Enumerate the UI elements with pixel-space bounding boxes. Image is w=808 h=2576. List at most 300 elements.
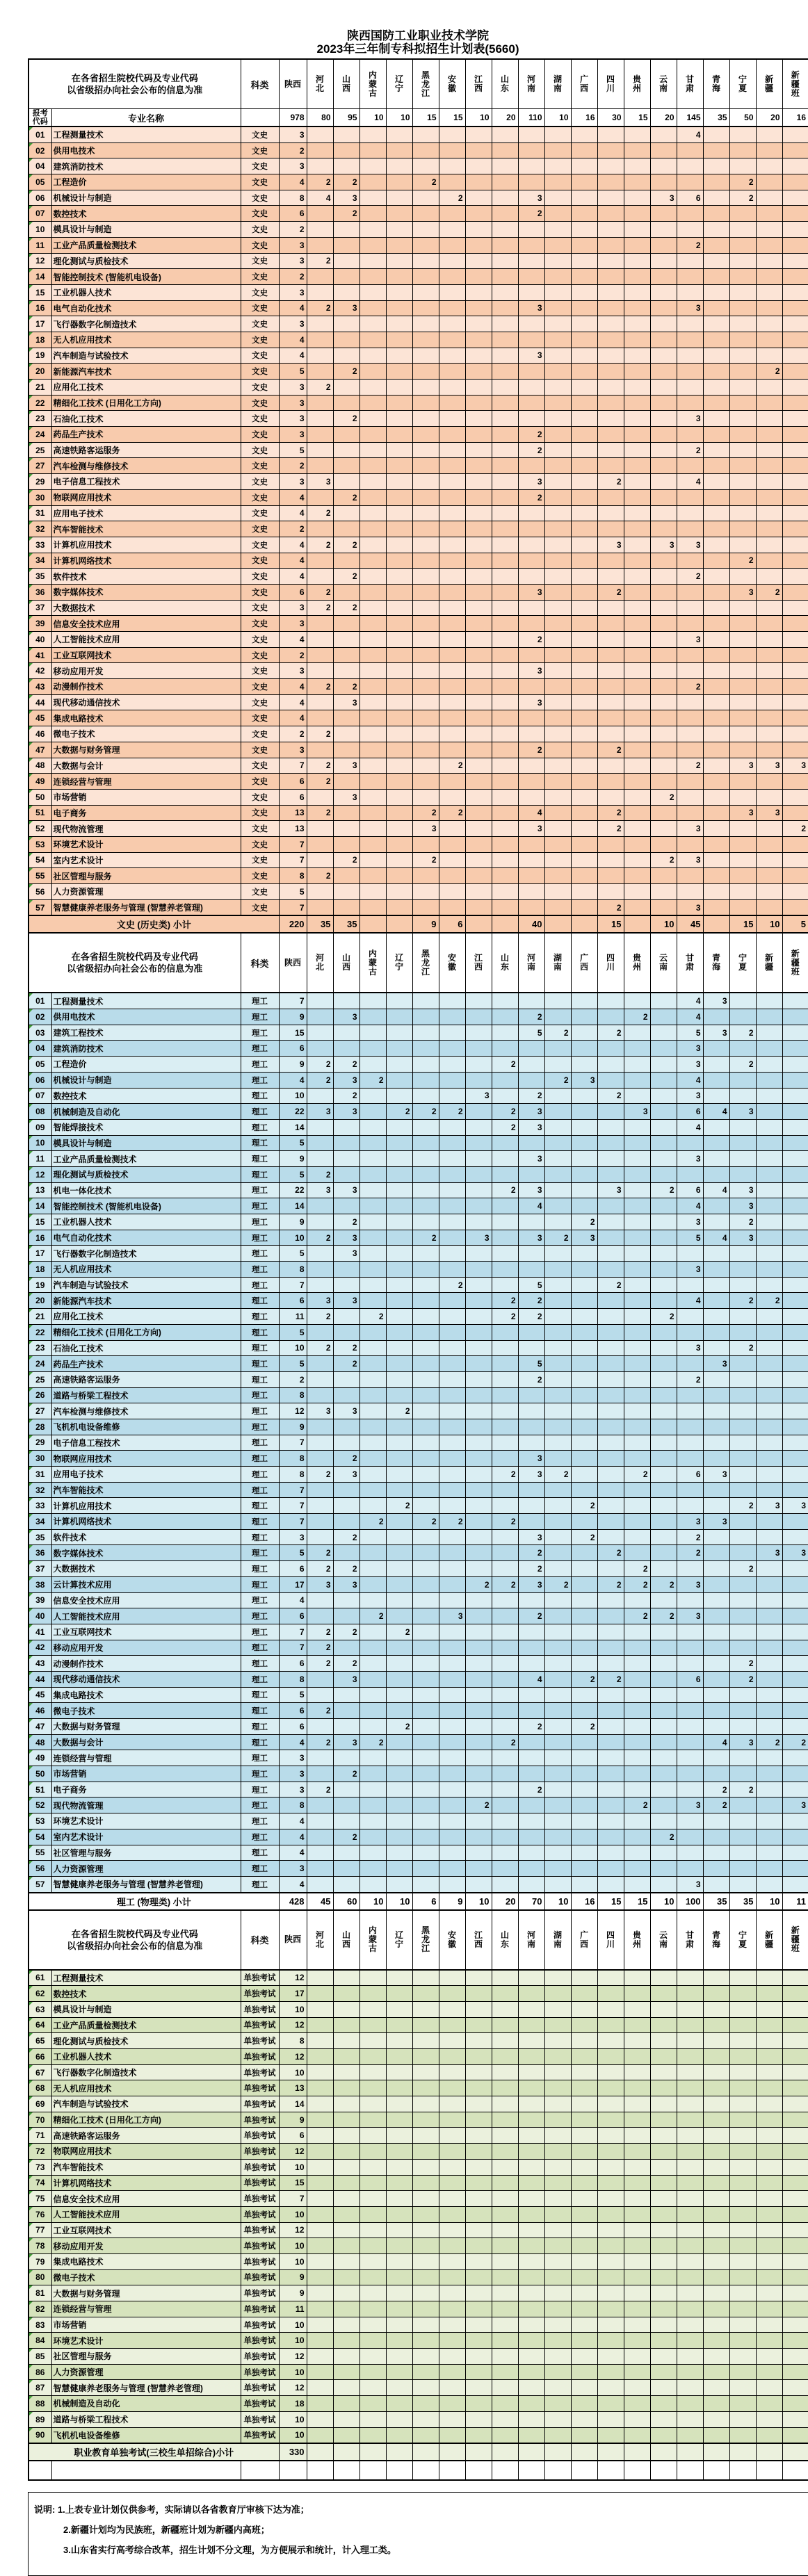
plan-value-陕西: 5 <box>279 1687 307 1703</box>
notes-box <box>28 2492 808 2576</box>
plan-value-黑龙江 <box>412 647 439 663</box>
major-row <box>29 726 808 742</box>
plan-value-安徽 <box>439 1719 465 1735</box>
plan-value-陕西: 4 <box>279 1845 307 1861</box>
plan-value-河南: 2 <box>518 1293 544 1309</box>
plan-value-广西 <box>571 868 597 884</box>
plan-value-山东: 2 <box>492 1293 518 1309</box>
major-code-cell: 03 <box>29 1025 51 1041</box>
category-cell: 单独考试 <box>241 2017 279 2033</box>
total-内蒙古: 10 <box>359 109 386 127</box>
plan-value-辽宁 <box>386 1356 412 1372</box>
plan-value-江西 <box>465 1498 492 1514</box>
major-name-cell: 工业产品质量检测技术 <box>51 2017 241 2033</box>
plan-value-山东 <box>492 1482 518 1498</box>
plan-value-陕西: 3 <box>279 380 307 396</box>
header-notice <box>29 59 241 109</box>
plan-value-辽宁 <box>386 521 412 537</box>
plan-value-山西: 3 <box>333 1009 359 1025</box>
plan-value-内蒙古 <box>359 1861 386 1877</box>
plan-value-宁夏 <box>729 899 756 915</box>
province-header-宁夏: 宁 夏 <box>729 59 756 109</box>
plan-value-陕西: 3 <box>279 1861 307 1877</box>
plan-value-广西 <box>571 1829 597 1845</box>
plan-value-四川: 2 <box>597 1025 624 1041</box>
plan-value-河南 <box>518 1482 544 1498</box>
plan-value-山东 <box>492 142 518 158</box>
plan-value-内蒙古 <box>359 1403 386 1419</box>
plan-value-内蒙古: 2 <box>359 1072 386 1088</box>
plan-value-广西 <box>571 663 597 679</box>
plan-value-宁夏 <box>729 1356 756 1372</box>
plan-value-贵州 <box>624 158 650 174</box>
province-header-江西: 江 西 <box>465 1910 492 1970</box>
plan-value-江西 <box>465 1624 492 1640</box>
plan-value-山东 <box>492 758 518 774</box>
major-row <box>29 1529 808 1545</box>
plan-value-四川 <box>597 458 624 474</box>
plan-value-四川 <box>597 2285 624 2301</box>
plan-value-陕西: 7 <box>279 1498 307 1514</box>
major-name-cell: 应用化工技术 <box>51 1309 241 1325</box>
major-code-cell: 38 <box>29 1576 51 1592</box>
plan-value-四川: 3 <box>597 1182 624 1198</box>
province-header-新疆班: 新 疆 班 <box>782 933 808 993</box>
plan-value-江西 <box>465 174 492 190</box>
plan-value-江西 <box>465 2317 492 2333</box>
plan-value-山东 <box>492 364 518 380</box>
plan-value-安徽 <box>439 1119 465 1135</box>
plan-value-河南: 2 <box>518 489 544 505</box>
plan-value-内蒙古 <box>359 521 386 537</box>
plan-value-黑龙江: 2 <box>412 1514 439 1530</box>
plan-value-贵州 <box>624 142 650 158</box>
plan-value-新疆 <box>756 2080 782 2096</box>
plan-value-河南 <box>518 2285 544 2301</box>
plan-value-山东 <box>492 2333 518 2349</box>
empty-cell <box>677 2461 703 2480</box>
plan-value-甘肃 <box>677 380 703 396</box>
plan-value-贵州 <box>624 1166 650 1182</box>
plan-value-四川 <box>597 1340 624 1356</box>
major-name-cell: 高速铁路客运服务 <box>51 442 241 458</box>
plan-value-陕西: 3 <box>279 1782 307 1798</box>
plan-value-内蒙古 <box>359 2001 386 2017</box>
plan-value-湖南 <box>544 442 571 458</box>
plan-value-河南 <box>518 1970 544 1986</box>
plan-value-陕西: 3 <box>279 253 307 269</box>
major-code-cell: 29 <box>29 1435 51 1451</box>
plan-value-江西: 3 <box>465 1088 492 1104</box>
plan-value-辽宁 <box>386 1876 412 1892</box>
plan-value-青海 <box>703 2238 729 2254</box>
plan-value-河北: 2 <box>307 253 333 269</box>
major-row <box>29 1057 808 1073</box>
major-code-cell: 43 <box>29 679 51 695</box>
major-code-cell: 54 <box>29 852 51 868</box>
plan-value-安徽 <box>439 316 465 332</box>
plan-value-辽宁 <box>386 1246 412 1262</box>
plan-value-安徽 <box>439 2001 465 2017</box>
plan-value-河北 <box>307 2349 333 2365</box>
plan-value-山西: 2 <box>333 364 359 380</box>
plan-value-安徽 <box>439 1576 465 1592</box>
province-header-广西: 广 西 <box>571 59 597 109</box>
plan-value-黑龙江 <box>412 2411 439 2427</box>
plan-value-陕西: 6 <box>279 1293 307 1309</box>
plan-value-河北 <box>307 821 333 837</box>
plan-value-河南: 2 <box>518 1545 544 1561</box>
plan-value-安徽 <box>439 647 465 663</box>
province-header-江西: 江 西 <box>465 59 492 109</box>
plan-value-内蒙古 <box>359 2080 386 2096</box>
plan-value-河北 <box>307 1876 333 1892</box>
plan-value-湖南 <box>544 1798 571 1813</box>
plan-value-江西 <box>465 190 492 206</box>
plan-value-山东 <box>492 774 518 790</box>
plan-value-宁夏 <box>729 868 756 884</box>
plan-value-山西 <box>333 1119 359 1135</box>
plan-value-山东 <box>492 1986 518 2002</box>
plan-value-四川 <box>597 553 624 569</box>
plan-value-山东 <box>492 332 518 348</box>
plan-value-宁夏 <box>729 679 756 695</box>
plan-value-内蒙古 <box>359 1371 386 1387</box>
major-row <box>29 1734 808 1750</box>
plan-value-甘肃 <box>677 2333 703 2349</box>
plan-value-辽宁 <box>386 222 412 238</box>
plan-value-内蒙古 <box>359 2159 386 2175</box>
plan-value-青海 <box>703 679 729 695</box>
plan-value-山东 <box>492 2144 518 2160</box>
category-cell: 单独考试 <box>241 2175 279 2191</box>
plan-value-甘肃 <box>677 1845 703 1861</box>
plan-value-河北: 3 <box>307 1403 333 1419</box>
plan-value-河南 <box>518 1041 544 1057</box>
plan-value-贵州 <box>624 348 650 364</box>
plan-value-宁夏 <box>729 1766 756 1782</box>
plan-value-陕西: 10 <box>279 2411 307 2427</box>
plan-value-河南 <box>518 1387 544 1403</box>
plan-value-安徽 <box>439 1986 465 2002</box>
plan-value-云南 <box>650 142 677 158</box>
plan-value-江西 <box>465 442 492 458</box>
plan-value-云南 <box>650 1356 677 1372</box>
plan-value-甘肃: 2 <box>677 1529 703 1545</box>
category-cell: 文史 <box>241 742 279 758</box>
subtotal-江西: 10 <box>465 1893 492 1910</box>
major-code-cell: 46 <box>29 1703 51 1719</box>
plan-value-甘肃 <box>677 2017 703 2033</box>
plan-value-贵州 <box>624 1262 650 1278</box>
section-header-row <box>29 933 808 993</box>
plan-value-河南 <box>518 1498 544 1514</box>
plan-value-山西: 2 <box>333 852 359 868</box>
plan-value-广西 <box>571 742 597 758</box>
plan-value-辽宁 <box>386 2253 412 2269</box>
plan-value-山东 <box>492 411 518 427</box>
major-code-cell: 26 <box>29 1387 51 1403</box>
major-row <box>29 1766 808 1782</box>
plan-value-贵州 <box>624 647 650 663</box>
plan-value-陕西: 3 <box>279 284 307 300</box>
plan-value-新疆班 <box>782 726 808 742</box>
plan-value-广西 <box>571 2301 597 2317</box>
plan-value-四川 <box>597 884 624 900</box>
plan-value-河南: 2 <box>518 442 544 458</box>
plan-value-河南 <box>518 1514 544 1530</box>
plan-value-新疆班 <box>782 2112 808 2128</box>
major-code-cell: 14 <box>29 269 51 285</box>
plan-value-山西: 2 <box>333 679 359 695</box>
empty-cell <box>51 2461 241 2480</box>
category-cell: 单独考试 <box>241 2222 279 2238</box>
plan-value-河北 <box>307 2175 333 2191</box>
category-cell: 文史 <box>241 127 279 142</box>
plan-value-宁夏 <box>729 2380 756 2396</box>
plan-value-甘肃 <box>677 1561 703 1577</box>
page-title <box>28 29 808 56</box>
plan-value-甘肃 <box>677 1813 703 1829</box>
plan-value-四川 <box>597 2080 624 2096</box>
plan-value-新疆 <box>756 2349 782 2365</box>
plan-value-湖南 <box>544 458 571 474</box>
plan-value-广西 <box>571 2159 597 2175</box>
major-name-cell: 智慧健康养老服务与管理 (智慧养老管理) <box>51 1876 241 1892</box>
category-cell: 理工 <box>241 1403 279 1419</box>
plan-value-山西: 3 <box>333 1072 359 1088</box>
plan-value-河南 <box>518 1403 544 1419</box>
category-cell: 单独考试 <box>241 2080 279 2096</box>
plan-value-辽宁 <box>386 1671 412 1687</box>
plan-value-河南: 3 <box>518 1529 544 1545</box>
major-row <box>29 300 808 316</box>
plan-value-安徽 <box>439 1293 465 1309</box>
major-name-cell: 大数据与财务管理 <box>51 2285 241 2301</box>
plan-value-黑龙江 <box>412 884 439 900</box>
plan-value-青海 <box>703 569 729 585</box>
plan-value-黑龙江 <box>412 1671 439 1687</box>
subtotal-广西 <box>571 915 597 933</box>
plan-value-新疆 <box>756 2206 782 2222</box>
plan-value-山东 <box>492 2206 518 2222</box>
plan-value-河北: 2 <box>307 868 333 884</box>
plan-value-安徽 <box>439 2301 465 2317</box>
plan-value-云南 <box>650 2206 677 2222</box>
plan-value-江西 <box>465 1451 492 1467</box>
plan-value-青海 <box>703 632 729 648</box>
plan-value-安徽 <box>439 2411 465 2427</box>
plan-value-黑龙江: 2 <box>412 852 439 868</box>
major-row <box>29 174 808 190</box>
category-cell: 理工 <box>241 1703 279 1719</box>
plan-value-四川 <box>597 284 624 300</box>
plan-value-四川: 3 <box>597 537 624 553</box>
plan-value-云南 <box>650 710 677 726</box>
plan-value-山西 <box>333 1750 359 1766</box>
plan-value-江西 <box>465 1656 492 1672</box>
plan-value-四川 <box>597 726 624 742</box>
plan-value-云南 <box>650 206 677 222</box>
plan-value-贵州 <box>624 2017 650 2033</box>
plan-value-云南 <box>650 1734 677 1750</box>
major-name-cell: 室内艺术设计 <box>51 1829 241 1845</box>
plan-value-山东 <box>492 521 518 537</box>
plan-value-广西 <box>571 1419 597 1435</box>
plan-value-青海 <box>703 2064 729 2080</box>
plan-value-黑龙江 <box>412 1482 439 1498</box>
major-name-cell: 电子商务 <box>51 805 241 821</box>
plan-value-湖南 <box>544 1671 571 1687</box>
plan-value-四川 <box>597 127 624 142</box>
major-name-cell: 无人机应用技术 <box>51 1262 241 1278</box>
plan-value-陕西: 7 <box>279 1640 307 1656</box>
major-row <box>29 694 808 710</box>
plan-value-新疆 <box>756 868 782 884</box>
plan-value-安徽 <box>439 1529 465 1545</box>
plan-value-安徽: 2 <box>439 1277 465 1293</box>
plan-value-河北 <box>307 2333 333 2349</box>
plan-value-新疆 <box>756 1119 782 1135</box>
plan-value-黑龙江 <box>412 1719 439 1735</box>
plan-value-山东 <box>492 2017 518 2033</box>
plan-value-湖南 <box>544 1340 571 1356</box>
category-cell: 理工 <box>241 1561 279 1577</box>
plan-value-江西 <box>465 884 492 900</box>
plan-value-山西 <box>333 395 359 411</box>
plan-value-云南 <box>650 2427 677 2443</box>
plan-value-宁夏 <box>729 521 756 537</box>
plan-value-河北 <box>307 364 333 380</box>
plan-value-贵州 <box>624 2033 650 2049</box>
plan-value-山西 <box>333 1798 359 1813</box>
plan-value-江西 <box>465 2033 492 2049</box>
plan-value-陕西: 4 <box>279 300 307 316</box>
major-row <box>29 2001 808 2017</box>
plan-value-陕西: 12 <box>279 1970 307 1986</box>
plan-value-黑龙江 <box>412 395 439 411</box>
plan-value-河南: 3 <box>518 1182 544 1198</box>
plan-value-新疆 <box>756 2128 782 2144</box>
plan-value-新疆班 <box>782 1529 808 1545</box>
plan-value-河南 <box>518 537 544 553</box>
plan-value-辽宁 <box>386 427 412 443</box>
plan-value-四川 <box>597 2144 624 2160</box>
plan-value-山东 <box>492 852 518 868</box>
major-row <box>29 1246 808 1262</box>
plan-value-四川 <box>597 1356 624 1372</box>
major-name-cell: 应用电子技术 <box>51 505 241 521</box>
plan-value-贵州 <box>624 1387 650 1403</box>
plan-value-河北: 2 <box>307 774 333 790</box>
plan-value-四川 <box>597 2049 624 2065</box>
plan-value-辽宁 <box>386 2128 412 2144</box>
plan-value-内蒙古 <box>359 2333 386 2349</box>
plan-value-山西: 2 <box>333 569 359 585</box>
province-header-新疆: 新 疆 <box>756 933 782 993</box>
subtotal-内蒙古: 10 <box>359 1893 386 1910</box>
plan-value-内蒙古 <box>359 679 386 695</box>
major-row <box>29 2301 808 2317</box>
plan-value-辽宁 <box>386 537 412 553</box>
plan-value-安徽 <box>439 2144 465 2160</box>
plan-value-宁夏: 2 <box>729 1561 756 1577</box>
plan-value-安徽 <box>439 1230 465 1246</box>
plan-value-陕西: 8 <box>279 1467 307 1483</box>
plan-value-安徽: 2 <box>439 190 465 206</box>
major-row <box>29 2427 808 2443</box>
plan-value-山西: 2 <box>333 1529 359 1545</box>
subtotal-贵州 <box>624 915 650 933</box>
plan-value-湖南 <box>544 1293 571 1309</box>
plan-value-内蒙古 <box>359 1262 386 1278</box>
plan-value-陕西: 12 <box>279 1403 307 1419</box>
plan-value-安徽 <box>439 1734 465 1750</box>
plan-value-云南 <box>650 2222 677 2238</box>
plan-value-河北 <box>307 489 333 505</box>
plan-value-山东 <box>492 584 518 600</box>
plan-value-山东: 2 <box>492 1119 518 1135</box>
plan-value-甘肃 <box>677 1766 703 1782</box>
plan-value-江西 <box>465 2128 492 2144</box>
plan-value-四川 <box>597 852 624 868</box>
plan-value-云南 <box>650 1845 677 1861</box>
plan-value-宁夏: 3 <box>729 1230 756 1246</box>
plan-value-内蒙古 <box>359 647 386 663</box>
plan-value-新疆班: 3 <box>782 1545 808 1561</box>
plan-value-湖南 <box>544 1861 571 1877</box>
plan-value-新疆 <box>756 1009 782 1025</box>
plan-value-云南 <box>650 1482 677 1498</box>
plan-value-江西 <box>465 1876 492 1892</box>
plan-value-内蒙古 <box>359 505 386 521</box>
plan-value-云南: 2 <box>650 1182 677 1198</box>
plan-value-内蒙古 <box>359 284 386 300</box>
plan-value-陕西: 9 <box>279 1214 307 1230</box>
plan-value-新疆班 <box>782 2096 808 2112</box>
plan-value-内蒙古 <box>359 1214 386 1230</box>
plan-value-云南 <box>650 284 677 300</box>
subtotal-贵州: 15 <box>624 1893 650 1910</box>
plan-value-河南 <box>518 1435 544 1451</box>
plan-value-青海 <box>703 2364 729 2380</box>
plan-value-河北 <box>307 1151 333 1167</box>
plan-value-贵州 <box>624 1041 650 1057</box>
plan-value-内蒙古 <box>359 1845 386 1861</box>
plan-value-贵州: 2 <box>624 1467 650 1483</box>
plan-value-新疆班 <box>782 789 808 805</box>
plan-value-山东 <box>492 2269 518 2285</box>
plan-value-黑龙江 <box>412 1009 439 1025</box>
notice-line2: 以省级招办向社会公布的信息为准 <box>67 963 203 975</box>
plan-value-湖南 <box>544 868 571 884</box>
plan-value-四川 <box>597 993 624 1009</box>
plan-value-甘肃: 2 <box>677 758 703 774</box>
plan-value-新疆班 <box>782 1371 808 1387</box>
plan-value-河南 <box>518 1166 544 1182</box>
plan-value-陕西: 13 <box>279 2080 307 2096</box>
plan-value-山西: 2 <box>333 537 359 553</box>
plan-value-内蒙古 <box>359 1467 386 1483</box>
plan-value-四川 <box>597 1798 624 1813</box>
major-code-cell: 55 <box>29 868 51 884</box>
plan-value-贵州 <box>624 190 650 206</box>
plan-value-内蒙古 <box>359 2364 386 2380</box>
province-header-内蒙古: 内 蒙 古 <box>359 59 386 109</box>
plan-value-河北 <box>307 2427 333 2443</box>
plan-value-青海 <box>703 1498 729 1514</box>
plan-value-江西 <box>465 2064 492 2080</box>
